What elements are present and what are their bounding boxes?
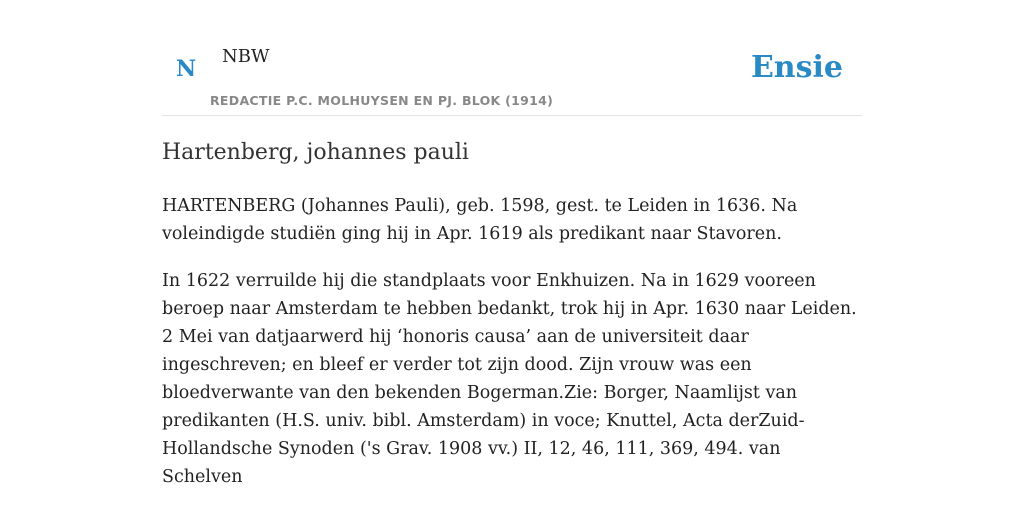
- entry-paragraph: In 1622 verruilde hij die standplaats voor Enkhuizen. Na in 1629 vooreen beroep naar Amsterdam te hebben bedankt, trok hij in Apr. 1630 naar Leiden. 2 Mei van datjaarwerd hij ‘honoris causa’ aan de universiteit daar ingeschreven; en bleef er verder tot zijn dood. Zijn vrouw was een bloedverwante van den bekenden Bogerman.Zie: Borger, Naamlijst van predikanten (H.S. univ. bibl. Amsterdam) in voce; Knuttel, Acta derZuid-Hollandsche Synoden ('s Grav. 1908 vv.) II, 12, 46, 111, 369, 494. van Schelven: [162, 271, 857, 487]
- entry-paragraph: HARTENBERG (Johannes Pauli), geb. 1598, gest. te Leiden in 1636. Na voleindigde studiën ging hij in Apr. 1619 als predikant naar Stavoren.: [162, 196, 798, 244]
- source-editors: REDACTIE P.C. MOLHUYSEN EN PJ. BLOK (1914): [210, 93, 554, 108]
- entry-body: [162, 192, 862, 510]
- source-name[interactable]: NBW: [222, 46, 270, 67]
- header-divider: [162, 115, 862, 116]
- brand-logo[interactable]: Ensie: [750, 50, 843, 85]
- entry-title: Hartenberg, johannes pauli: [162, 140, 469, 165]
- source-logo-letter[interactable]: N: [176, 56, 197, 82]
